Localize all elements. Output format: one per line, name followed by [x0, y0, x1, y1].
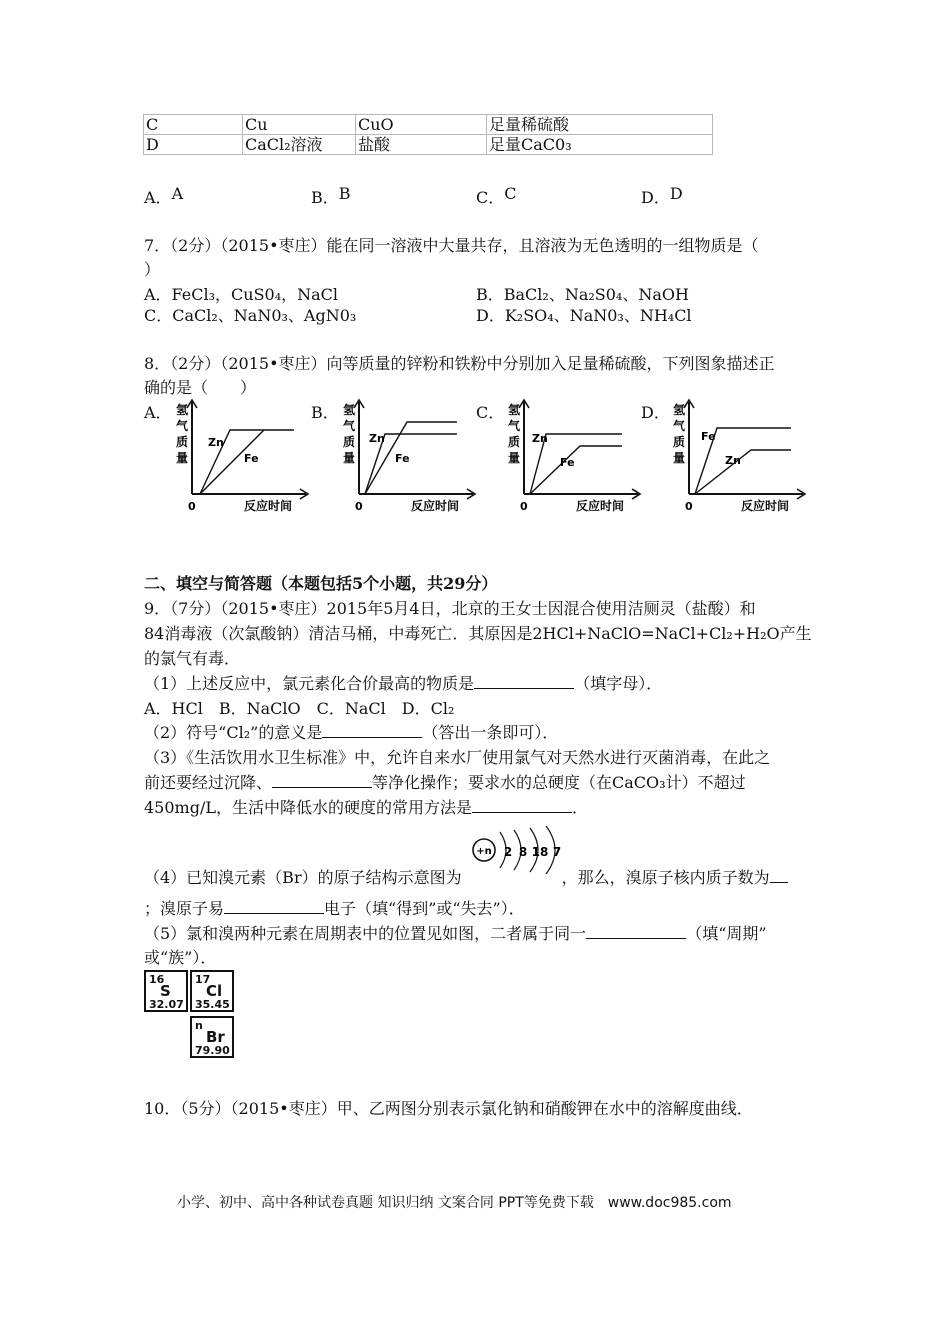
- option-text: B: [338, 184, 351, 203]
- answer-blank[interactable]: [322, 721, 422, 738]
- table-cell: D: [144, 135, 243, 155]
- q9-part2: [144, 720, 558, 743]
- fe-curve: [530, 446, 622, 494]
- q9-part5-line1: [144, 921, 767, 944]
- y-axis-label-char: 质: [343, 435, 356, 449]
- zn-label: Zn: [725, 454, 741, 467]
- element-symbol: Br: [206, 1028, 225, 1046]
- text: 电子（填“得到”或“失去”）．: [324, 899, 525, 918]
- q9-part4-line2: [144, 896, 525, 919]
- table-cell: CaCl₂溶液: [243, 135, 356, 155]
- fe-label: Fe: [701, 430, 716, 443]
- answer-blank[interactable]: [474, 672, 574, 689]
- y-axis-label-char: 氢: [673, 403, 686, 417]
- q9-stem-line1: 9．（7分）（2015•枣庄）2015年5月4日，北京的王女士因混合使用洁厕灵（盐酸）和: [144, 599, 756, 618]
- option-b: [311, 185, 351, 208]
- option-d: [641, 185, 683, 208]
- answer-blank[interactable]: [770, 866, 788, 883]
- text: ；溴原子易: [144, 899, 225, 918]
- text: ．: [571, 798, 588, 817]
- fe-label: Fe: [244, 452, 259, 465]
- nucleus-label: +n: [476, 846, 492, 857]
- periodic-table-fragment: [144, 970, 238, 1062]
- element-symbol: Cl: [206, 982, 223, 1000]
- shell-count: 18: [531, 845, 549, 859]
- text: 前还要经过沉降、: [144, 773, 273, 792]
- table-row: [144, 135, 713, 155]
- y-axis-label-char: 质: [508, 435, 521, 449]
- zn-label: Zn: [532, 432, 548, 445]
- text: ，那么，溴原子核内质子数为: [561, 868, 770, 887]
- graph-option-label: D．: [641, 403, 670, 422]
- atomic-mass: 32.07: [149, 998, 184, 1011]
- text: （2）符号“Cl₂”的意义是: [144, 723, 323, 742]
- text: （填字母）．: [574, 674, 663, 693]
- section-title: 二、填空与简答题（本题包括5个小题，共29分）: [144, 574, 498, 593]
- zn-curve: [695, 450, 791, 494]
- text: 等净化操作；要求水的总硬度（在CaCO₃计）不超过: [372, 773, 746, 792]
- q7-option-d: D．K₂SO₄、NaN0₃、NH₄Cl: [476, 306, 692, 325]
- y-axis-label-char: 氢: [508, 403, 521, 417]
- graph-option-label: A．: [144, 403, 172, 422]
- q7-option-b: B．BaCl₂、Na₂S0₄、NaOH: [476, 285, 689, 304]
- q9-stem-line3: 的氯气有毒．: [144, 649, 241, 668]
- fe-label: Fe: [560, 456, 575, 469]
- option-text: C: [504, 184, 517, 203]
- y-axis-label-char: 量: [176, 451, 189, 465]
- atomic-mass: 35.45: [195, 998, 230, 1011]
- page-footer: 小学、初中、高中各种试卷真题 知识归纳 文案合同 PPT等免费下载 www.doc985.com: [177, 1195, 732, 1211]
- answer-blank[interactable]: [586, 922, 686, 939]
- origin-label: 0: [355, 500, 363, 513]
- q9-stem-line2: 84消毒液（次氯酸钠）清洁马桶，中毒死亡．其原因是2HCl+NaClO=NaCl+Cl₂+H₂O产生: [144, 624, 812, 643]
- element-cell-br: [190, 1016, 234, 1058]
- graph-svg: [152, 398, 312, 516]
- y-axis-label-char: 气: [673, 419, 686, 433]
- y-axis-label-char: 量: [343, 451, 356, 465]
- q9-part3-line3: [144, 795, 588, 818]
- y-axis-label-char: 量: [673, 451, 686, 465]
- option-a: [144, 185, 183, 208]
- table-cell: Cu: [243, 115, 356, 135]
- shell-count: 2: [503, 845, 513, 859]
- table-cell: 足量稀硫酸: [487, 115, 713, 135]
- graph-svg: [649, 398, 809, 516]
- zn-label: Zn: [208, 436, 224, 449]
- option-label: C．: [476, 188, 505, 207]
- y-axis-label-char: 量: [508, 451, 521, 465]
- origin-label: 0: [520, 500, 528, 513]
- element-symbol: S: [160, 982, 171, 1000]
- y-axis-label-char: 气: [508, 419, 521, 433]
- element-cell-s: [144, 970, 188, 1012]
- atomic-number: n: [195, 1019, 203, 1032]
- graph-svg: [484, 398, 644, 516]
- option-c: [476, 185, 517, 208]
- atomic-number: 16: [149, 973, 165, 986]
- q9-part5-line2: 或“族”）．: [144, 948, 217, 967]
- q7-stem-line2: ）: [144, 260, 161, 279]
- q10-stem-line1: 10．（5分）（2015•枣庄）甲、乙两图分别表示氯化钠和硝酸钾在水中的溶解度曲线．: [144, 1099, 753, 1118]
- atomic-number: 17: [195, 973, 211, 986]
- y-axis-label-char: 气: [343, 419, 356, 433]
- table-row: [144, 115, 713, 135]
- text: （填“周期”: [686, 924, 767, 943]
- fe-label: Fe: [395, 452, 410, 465]
- graph-option-label: B．: [311, 403, 339, 422]
- y-axis-label-char: 氢: [343, 403, 356, 417]
- y-axis-label-char: 氢: [176, 403, 189, 417]
- y-axis-label-char: 质: [673, 435, 686, 449]
- zn-label: Zn: [369, 432, 385, 445]
- x-axis-label: 反应时间: [411, 499, 460, 513]
- graph-svg: [319, 398, 479, 516]
- element-cell-cl: [190, 970, 234, 1012]
- table-cell: 足量CaC0₃: [487, 135, 713, 155]
- q9-part1-options: A．HCl B．NaClO C．NaCl D．Cl₂: [144, 699, 455, 718]
- text: 450mg/L，生活中降低水的硬度的常用方法是: [144, 798, 472, 817]
- q9-part3-line1: （3）《生活饮用水卫生标准》中，允许自来水厂使用氯气对天然水进行灭菌消毒，在此之: [144, 748, 771, 767]
- atomic-mass: 79.90: [195, 1044, 230, 1057]
- y-axis-label-char: 质: [176, 435, 189, 449]
- text: （4）已知溴元素（Br）的原子结构示意图为: [144, 868, 462, 887]
- option-text: D: [669, 184, 683, 203]
- q9-part4-line1: [144, 865, 788, 888]
- answer-blank[interactable]: [224, 897, 324, 914]
- q8-stem-line2: 确的是（ ）: [144, 378, 257, 397]
- q8-stem-line1: 8．（2分）（2015•枣庄）向等质量的锌粉和铁粉中分别加入足量稀硫酸，下列图象描述正: [144, 354, 775, 373]
- q9-part3-line2: [144, 770, 746, 793]
- answer-blank[interactable]: [472, 796, 572, 813]
- text: （1）上述反应中，氯元素化合价最高的物质是: [144, 674, 475, 693]
- y-axis-label-char: 气: [176, 419, 189, 433]
- answer-blank[interactable]: [272, 771, 372, 788]
- shell-count: 8: [518, 845, 528, 859]
- q7-option-a: A．FeCl₃，CuS0₄，NaCl: [144, 285, 339, 304]
- text: （答出一条即可）．: [422, 723, 559, 742]
- origin-label: 0: [685, 500, 693, 513]
- origin-label: 0: [188, 500, 196, 513]
- option-text: A: [171, 184, 184, 203]
- q9-part1: [144, 671, 662, 694]
- table-cell: C: [144, 115, 243, 135]
- q7-stem-line1: 7．（2分）（2015•枣庄）能在同一溶液中大量共存，且溶液为无色透明的一组物质是（: [144, 236, 759, 255]
- x-axis-label: 反应时间: [741, 499, 790, 513]
- shell-count: 7: [552, 845, 562, 859]
- graph-option-label: C．: [476, 403, 505, 422]
- table-cell: 盐酸: [356, 135, 487, 155]
- reagent-table: [143, 114, 713, 155]
- x-axis-label: 反应时间: [244, 499, 293, 513]
- table-cell: CuO: [356, 115, 487, 135]
- option-label: B．: [311, 188, 339, 207]
- x-axis-label: 反应时间: [576, 499, 625, 513]
- q7-option-c: C．CaCl₂、NaN0₃、AgN0₃: [144, 306, 357, 325]
- text: （5）氯和溴两种元素在周期表中的位置见如图，二者属于同一: [144, 924, 587, 943]
- option-label: A．: [144, 188, 172, 207]
- option-label: D．: [641, 188, 670, 207]
